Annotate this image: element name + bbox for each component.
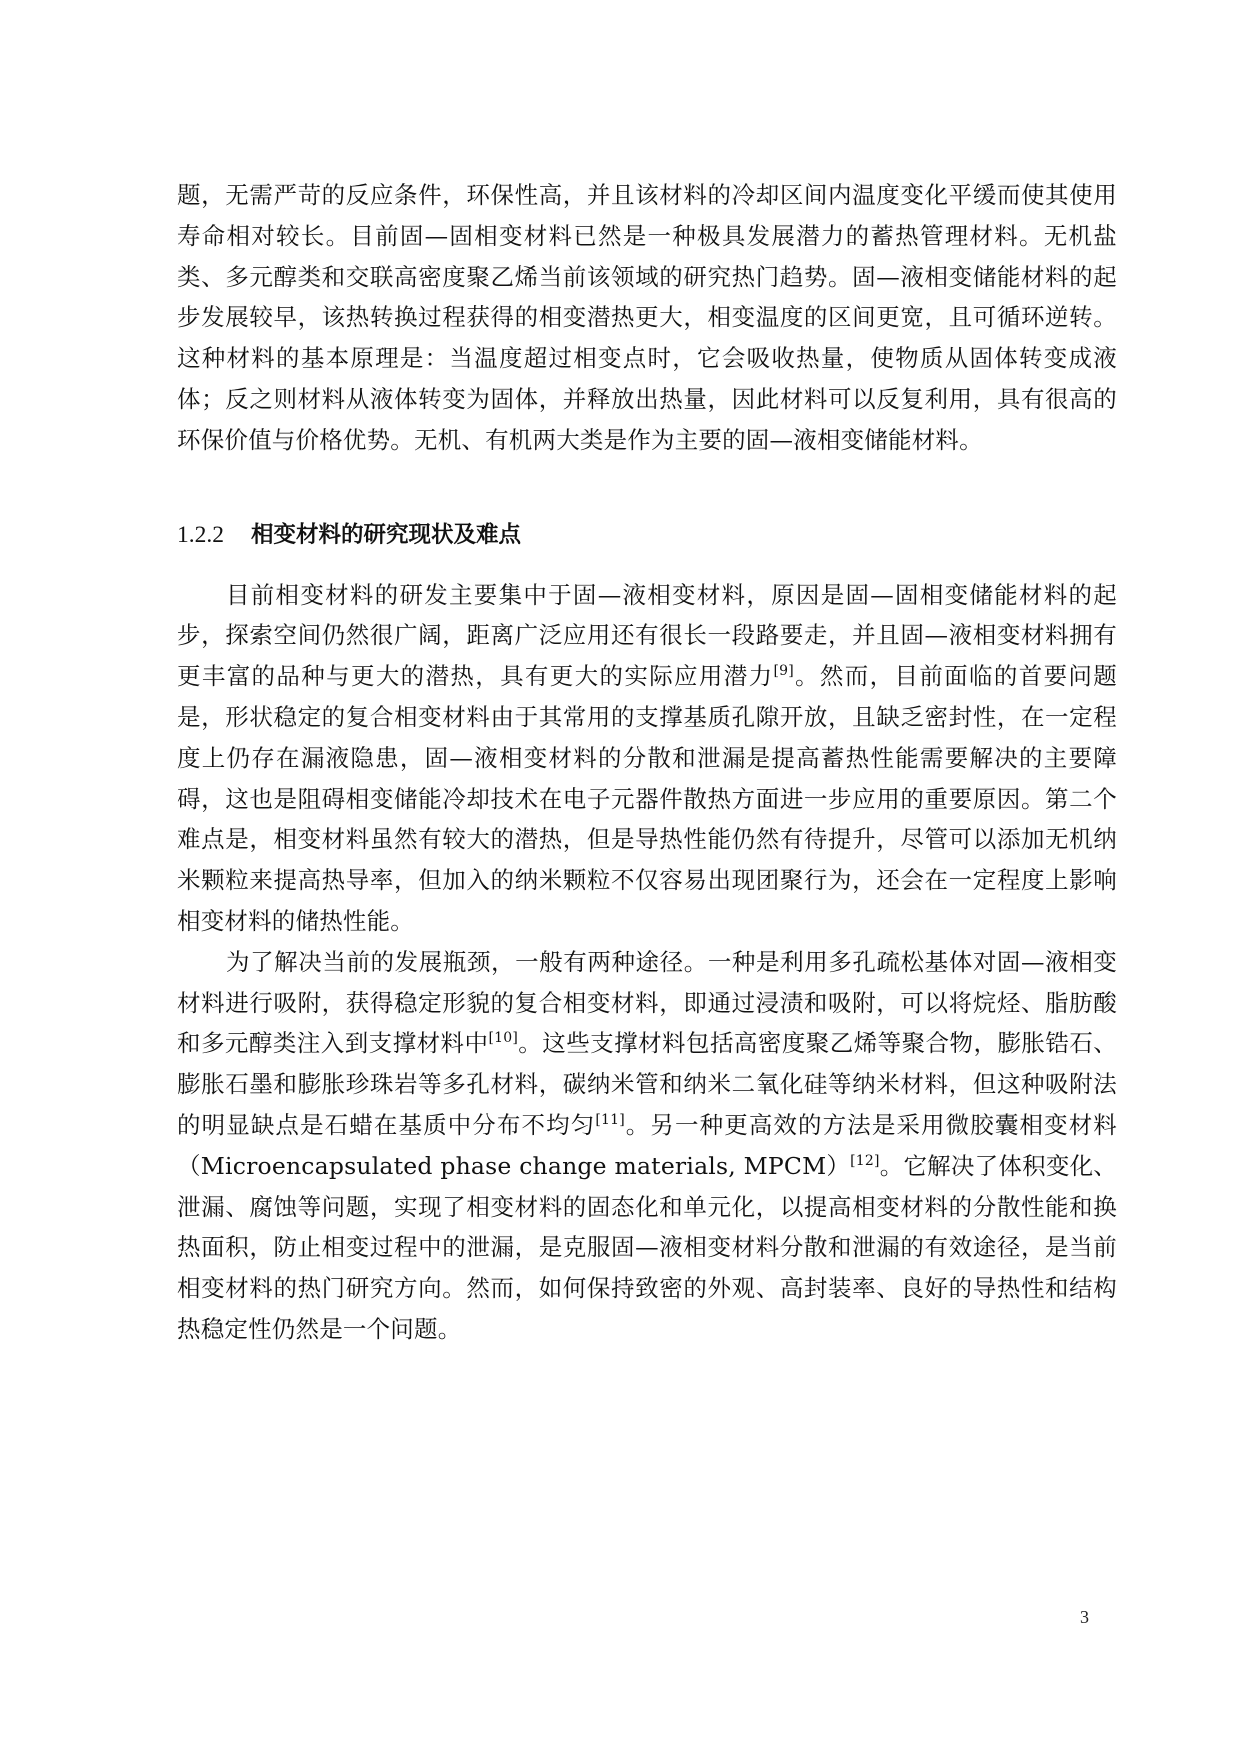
paragraph-text: 。这些支撑材料包括高密度聚乙烯等聚合物，膨胀锆石、膨胀石墨和膨胀珍珠岩等多孔材料，碳纳米管和纳米二氧化硅等纳米材料，但这种吸附法的明显缺点是石蜡在基质中分布不均匀 <box>177 1029 1117 1139</box>
paragraph-solutions <box>177 942 1117 1350</box>
paragraph-continuation: 题，无需严苛的反应条件，环保性高，并且该材料的冷却区间内温度变化平缓而使其使用寿命相对较长。目前固—固相变材料已然是一种极具发展潜力的蓄热管理材料。无机盐类、多元醇类和交联高密度聚乙烯当前该领域的研究热门趋势。固—液相变储能材料的起步发展较早，该热转换过程获得的相变潜热更大，相变温度的区间更宽，且可循环逆转。这种材料的基本原理是：当温度超过相变点时，它会吸收热量，使物质从固体转变成液体；反之则材料从液体转变为固体，并释放出热量，因此材料可以反复利用，具有很高的环保价值与价格优势。无机、有机两大类是作为主要的固—液相变储能材料。 <box>177 181 1117 454</box>
citation-marker: [9] <box>773 663 794 680</box>
paragraph-text: 。另一种更高效的方法是采用微胶囊相变材料（Microencapsulated phase change materials, MPCM） <box>177 1110 1118 1180</box>
paragraph-text: 目前相变材料的研发主要集中于固—液相变材料，原因是固—固相变储能材料的起步，探索空间仍然很广阔，距离广泛应用还有很长一段路要走，并且固—液相变材料拥有更丰富的品种与更大的潜热，具有更大的实际应用潜力 <box>177 580 1117 691</box>
citation-marker: [10] <box>488 1030 519 1047</box>
section-title: 相变材料的研究现状及难点 <box>251 521 522 548</box>
section-heading <box>177 515 1117 554</box>
citation-marker: [11] <box>595 1111 625 1128</box>
citation-marker: [12] <box>850 1152 880 1169</box>
paragraph-text: 。它解决了体积变化、泄漏、腐蚀等问题，实现了相变材料的固态化和单元化，以提高相变材料的分散性能和换热面积，防止相变过程中的泄漏，是克服固—液相变材料分散和泄漏的有效途径，是当前相变材料的热门研究方向。然而，如何保持致密的外观、高封装率、良好的导热性和结构热稳定性仍然是一个问题。 <box>177 1151 1118 1343</box>
page-body <box>177 175 1117 1350</box>
paragraph-text: 为了解决当前的发展瓶颈，一般有两种途径。一种是利用多孔疏松基体对固—液相变材料进行吸附，获得稳定形貌的复合相变材料，即通过浸渍和吸附，可以将烷烃、脂肪酸和多元醇类注入到支撑材料中 <box>177 947 1117 1058</box>
paragraph-text: 。然而，目前面临的首要问题是，形状稳定的复合相变材料由于其常用的支撑基质孔隙开放，且缺乏密封性，在一定程度上仍存在漏液隐患，固—液相变材料的分散和泄漏是提高蓄热性能需要解决的主要障碍，这也是阻碍相变储能冷却技术在电子元器件散热方面进一步应用的重要原因。第二个难点是，相变材料虽然有较大的潜热，但是导热性能仍然有待提升，尽管可以添加无机纳米颗粒来提高热导率，但加入的纳米颗粒不仅容易出现团聚行为，还会在一定程度上影响相变材料的储热性能。 <box>177 662 1117 935</box>
page-number: 3 <box>1080 1607 1089 1627</box>
paragraph-research-status <box>177 575 1117 942</box>
section-number: 1.2.2 <box>177 521 224 548</box>
